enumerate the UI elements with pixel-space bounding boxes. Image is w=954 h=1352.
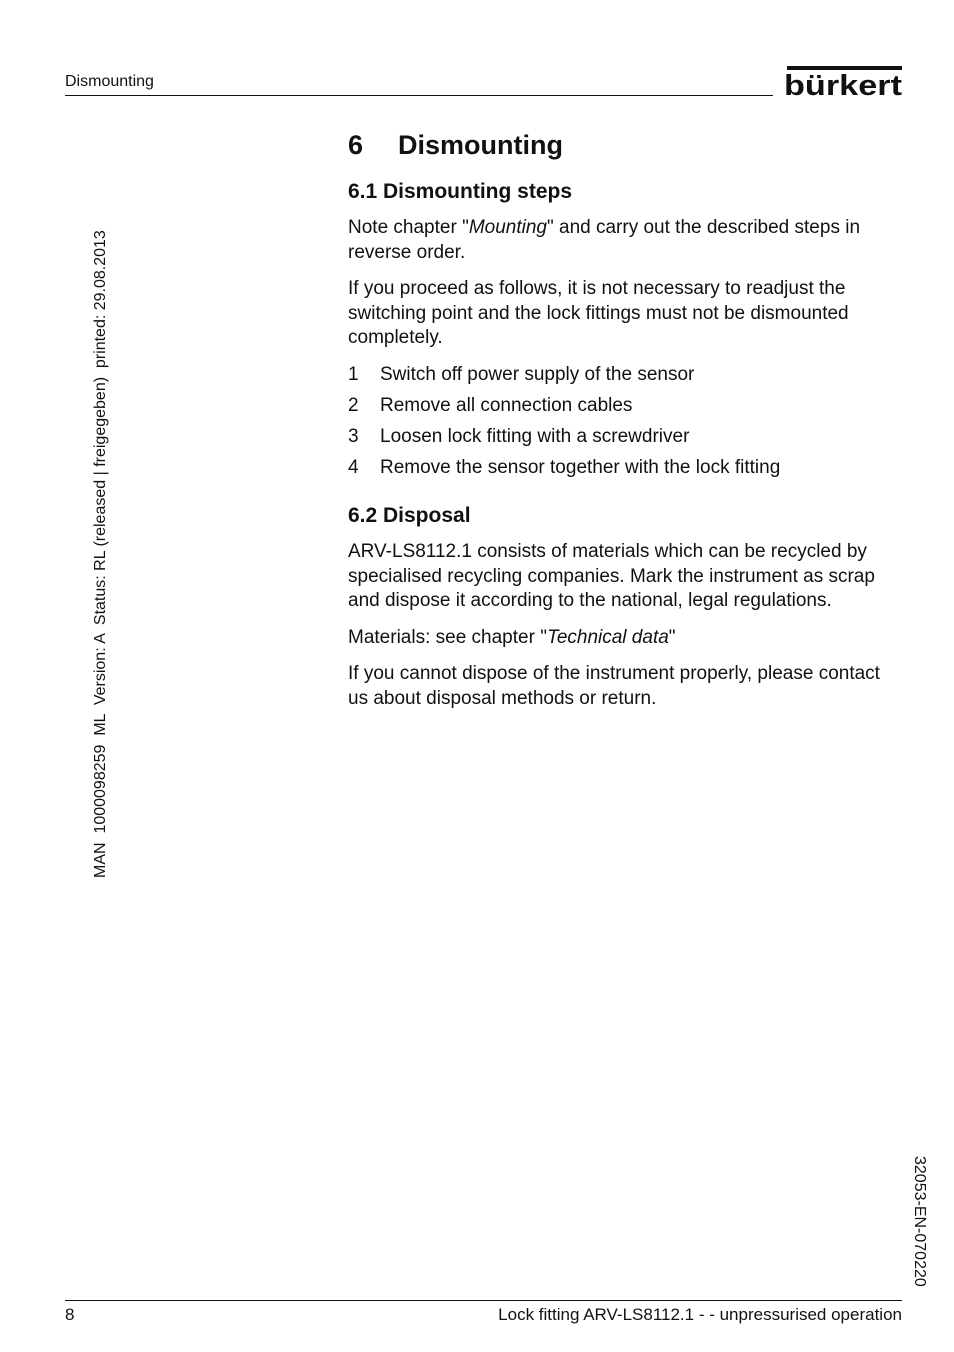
header-rule <box>65 95 773 96</box>
list-item <box>348 425 904 450</box>
chapter-reference: Technical data <box>546 626 669 648</box>
section-title: Disposal <box>383 504 471 527</box>
logo-text: bürkert <box>784 70 902 98</box>
text-segment: " and carry out the described steps in reverse order. <box>348 217 861 263</box>
paragraph-contact: If you cannot dispose of the instrument properly, please contact us about disposal methods or return. <box>348 663 880 709</box>
footer-title: Lock fitting ARV-LS8112.1 - - unpressurised operation <box>498 1305 902 1324</box>
footer-rule <box>65 1300 902 1301</box>
chapter-heading <box>348 128 904 162</box>
step-text: Loosen lock fitting with a screwdriver <box>380 425 690 447</box>
list-item <box>348 394 904 419</box>
step-text: Remove the sensor together with the lock fitting <box>380 456 781 478</box>
section-title: Dismounting steps <box>383 180 573 203</box>
chapter-reference: Mounting <box>468 217 547 238</box>
step-number: 2 <box>348 394 359 416</box>
paragraph-proceed: If you proceed as follows, it is not necessary to readjust the switching point and the lock fittings must not be dismounted completely. <box>348 278 849 348</box>
section-heading-dismounting-steps <box>348 178 904 206</box>
text-segment: Materials: see chapter " <box>348 626 547 648</box>
main-content <box>348 128 904 723</box>
document-metadata: MAN 1000098259 ML Version: A Status: RL (released | freigegeben) printed: 29.08.2013 <box>92 230 109 878</box>
section-number: 6.1 <box>348 180 378 203</box>
chapter-number: 6 <box>348 130 364 160</box>
paragraph-note-mounting <box>348 216 904 265</box>
paragraph-materials <box>348 626 904 651</box>
burkert-logo <box>784 66 902 98</box>
running-header: Dismounting <box>65 73 154 90</box>
step-number: 3 <box>348 425 359 447</box>
section-number: 6.2 <box>348 504 378 527</box>
step-number: 1 <box>348 363 359 385</box>
text-segment: " <box>668 626 676 648</box>
step-text: Switch off power supply of the sensor <box>380 363 695 385</box>
steps-list <box>348 363 904 481</box>
step-number: 4 <box>348 456 359 478</box>
chapter-title: Dismounting <box>398 130 563 160</box>
step-text: Remove all connection cables <box>380 394 633 416</box>
page-number: 8 <box>65 1305 75 1324</box>
section-heading-disposal <box>348 502 904 530</box>
text-segment: Note chapter " <box>348 217 469 238</box>
list-item <box>348 363 904 388</box>
document-code: 32053-EN-070220 <box>911 1156 928 1287</box>
list-item <box>348 456 904 481</box>
paragraph-disposal: ARV-LS8112.1 consists of materials which can be recycled by specialised recycling companies. Mark the instrument as scrap and dispose it according to the national, legal regulations. <box>348 541 875 611</box>
